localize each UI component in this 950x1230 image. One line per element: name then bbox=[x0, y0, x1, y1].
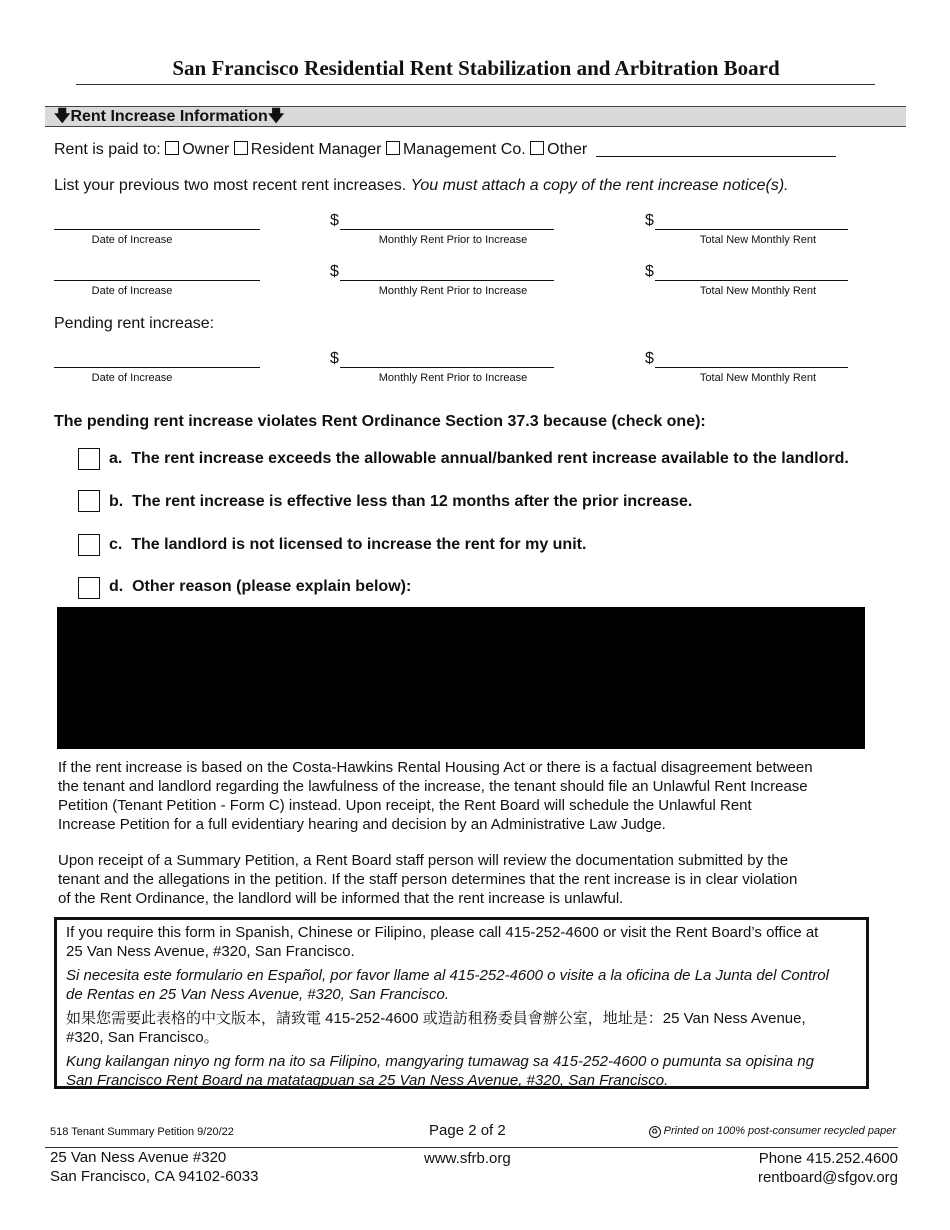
reason-text: The rent increase is effective less than 12 months after the prior increase. bbox=[132, 493, 693, 510]
recycled-note bbox=[649, 1125, 896, 1138]
notice-line: If you require this form in Spanish, Chinese or Filipino, please call 415-252-4600 or visit the Rent Board’s office at bbox=[66, 924, 819, 941]
management-co-checkbox[interactable] bbox=[386, 141, 400, 155]
paragraph-line: tenant and the allegations in the petition. If the staff person determines that the rent increase is in clear violation bbox=[58, 871, 798, 888]
language-assistance-box bbox=[54, 917, 869, 1089]
redacted-explanation-area bbox=[57, 607, 865, 749]
owner-checkbox[interactable] bbox=[165, 141, 179, 155]
phone-label: Phone bbox=[758, 1150, 803, 1167]
arrow-down-icon: 🡇 bbox=[267, 108, 285, 125]
reason-c bbox=[109, 535, 586, 555]
website-link[interactable]: www.sfrb.org bbox=[424, 1150, 511, 1167]
previous-increases-instruction bbox=[54, 176, 789, 196]
new-rent-field-1[interactable] bbox=[655, 229, 848, 230]
recycle-icon: ♻ bbox=[649, 1126, 661, 1138]
prior-rent-caption: Monthly Rent Prior to Increase bbox=[378, 372, 528, 384]
notice-line: #320, San Francisco。 bbox=[66, 1029, 219, 1046]
reason-b-checkbox[interactable] bbox=[78, 490, 100, 512]
reason-c-checkbox[interactable] bbox=[78, 534, 100, 556]
reason-key: c. bbox=[109, 536, 123, 553]
dollar-sign: $ bbox=[330, 212, 339, 229]
owner-label: Owner bbox=[182, 141, 230, 158]
violation-question: The pending rent increase violates Rent Ordinance Section 37.3 because (check one): bbox=[54, 413, 706, 430]
costa-hawkins-paragraph bbox=[58, 758, 878, 834]
address-line: 25 Van Ness Avenue #320 bbox=[50, 1149, 227, 1166]
prior-rent-field-2[interactable] bbox=[340, 280, 554, 281]
new-rent-caption: Total New Monthly Rent bbox=[699, 372, 817, 384]
reason-d bbox=[109, 577, 411, 597]
notice-line: Si necesita este formulario en Español, por favor llame al 415-252-4600 o visite a la oficina de La Junta del Control bbox=[66, 967, 829, 984]
reason-a-checkbox[interactable] bbox=[78, 448, 100, 470]
reason-text: The landlord is not licensed to increase the rent for my unit. bbox=[131, 536, 587, 553]
phone-line bbox=[758, 1149, 898, 1168]
new-rent-caption: Total New Monthly Rent bbox=[699, 285, 817, 297]
office-address bbox=[50, 1148, 258, 1186]
prior-rent-caption: Monthly Rent Prior to Increase bbox=[378, 234, 528, 246]
reason-text: Other reason (please explain below): bbox=[132, 578, 412, 595]
pending-date-field[interactable] bbox=[54, 367, 260, 368]
summary-petition-paragraph bbox=[58, 851, 878, 908]
dollar-sign: $ bbox=[330, 350, 339, 367]
date-caption: Date of Increase bbox=[91, 285, 173, 297]
pending-new-rent-field[interactable] bbox=[655, 367, 848, 368]
instruction-note: You must attach a copy of the rent increase notice(s). bbox=[410, 177, 789, 194]
page-title: San Francisco Residential Rent Stabilization and Arbitration Board bbox=[172, 56, 780, 80]
prior-rent-caption: Monthly Rent Prior to Increase bbox=[378, 285, 528, 297]
email-link[interactable]: rentboard@sfgov.org bbox=[757, 1169, 898, 1186]
paragraph-line: If the rent increase is based on the Costa-Hawkins Rental Housing Act or there is a factual disagreement between bbox=[58, 759, 813, 776]
paragraph-line: of the Rent Ordinance, the landlord will be informed that the rent increase is unlawful. bbox=[58, 890, 624, 907]
dollar-sign: $ bbox=[645, 263, 654, 280]
dollar-sign: $ bbox=[645, 212, 654, 229]
page-number: Page 2 of 2 bbox=[429, 1122, 506, 1139]
spanish-notice bbox=[66, 966, 857, 1004]
notice-line: 如果您需要此表格的中文版本，請致電 415-252-4600 或造訪租務委員會辦公室，地址是：25 Van Ness Avenue, bbox=[66, 1010, 806, 1027]
notice-line: San Francisco Rent Board na matatagpuan sa 25 Van Ness Avenue, #320, San Francisco. bbox=[66, 1072, 669, 1089]
paid-to-row bbox=[54, 140, 836, 160]
new-rent-caption: Total New Monthly Rent bbox=[699, 234, 817, 246]
resident-manager-label: Resident Manager bbox=[250, 141, 382, 158]
section-title: Rent Increase Information bbox=[70, 108, 268, 125]
filipino-notice bbox=[66, 1052, 857, 1090]
pending-prior-rent-field[interactable] bbox=[340, 367, 554, 368]
reason-text: The rent increase exceeds the allowable annual/banked rent increase available to the landlord. bbox=[131, 450, 849, 467]
new-rent-field-2[interactable] bbox=[655, 280, 848, 281]
notice-line: de Rentas en 25 Van Ness Avenue, #320, San Francisco. bbox=[66, 986, 450, 1003]
instruction-text: List your previous two most recent rent increases. bbox=[54, 177, 407, 194]
phone-number: 415.252.4600 bbox=[806, 1150, 898, 1167]
date-of-increase-field-2[interactable] bbox=[54, 280, 260, 281]
contact-info bbox=[758, 1149, 898, 1187]
notice-line: Kung kailangan ninyo ng form na ito sa Filipino, mangyaring tumawag sa 415-252-4600 o pumunta sa opisina ng bbox=[66, 1053, 814, 1070]
paid-to-label: Rent is paid to: bbox=[54, 141, 161, 158]
date-of-increase-field-1[interactable] bbox=[54, 229, 260, 230]
title-divider bbox=[76, 84, 875, 85]
reason-d-checkbox[interactable] bbox=[78, 577, 100, 599]
section-header bbox=[45, 106, 906, 127]
reason-a bbox=[109, 449, 849, 469]
paragraph-line: Increase Petition for a full evidentiary hearing and decision by an Administrative Law Judge. bbox=[58, 816, 666, 833]
prior-rent-field-1[interactable] bbox=[340, 229, 554, 230]
pending-label: Pending rent increase: bbox=[54, 315, 215, 332]
other-checkbox[interactable] bbox=[530, 141, 544, 155]
paragraph-line: the tenant and landlord regarding the lawfulness of the increase, the tenant should file an Unlawful Rent Increase bbox=[58, 778, 808, 795]
date-caption: Date of Increase bbox=[91, 372, 173, 384]
date-caption: Date of Increase bbox=[91, 234, 173, 246]
reason-b bbox=[109, 492, 692, 512]
form-identifier: 518 Tenant Summary Petition 9/20/22 bbox=[50, 1126, 234, 1138]
reason-key: d. bbox=[109, 578, 124, 595]
resident-manager-checkbox[interactable] bbox=[234, 141, 248, 155]
management-co-label: Management Co. bbox=[402, 141, 526, 158]
paragraph-line: Petition (Tenant Petition - Form C) instead. Upon receipt, the Rent Board will schedule the Unlawful Rent bbox=[58, 797, 752, 814]
address-line: San Francisco, CA 94102-6033 bbox=[50, 1168, 259, 1185]
other-label: Other bbox=[547, 141, 588, 158]
dollar-sign: $ bbox=[645, 350, 654, 367]
reason-key: a. bbox=[109, 450, 123, 467]
notice-line: 25 Van Ness Avenue, #320, San Francisco. bbox=[66, 943, 355, 960]
chinese-notice bbox=[66, 1009, 857, 1047]
other-payee-field[interactable] bbox=[596, 141, 836, 157]
recycled-text: Printed on 100% post-consumer recycled paper bbox=[663, 1125, 896, 1137]
arrow-down-icon: 🡇 bbox=[54, 108, 71, 125]
dollar-sign: $ bbox=[330, 263, 339, 280]
reason-key: b. bbox=[109, 493, 124, 510]
paragraph-line: Upon receipt of a Summary Petition, a Rent Board staff person will review the documentation submitted by the bbox=[58, 852, 789, 869]
english-notice bbox=[66, 923, 857, 961]
